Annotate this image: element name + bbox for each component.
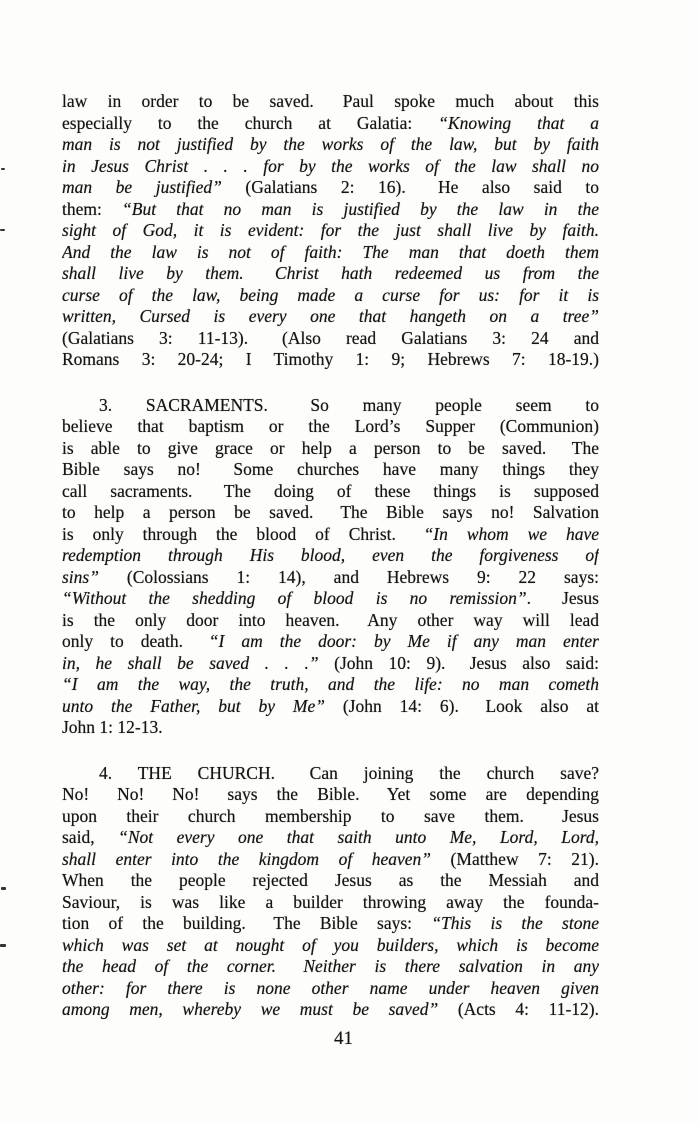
text-segment: 3. SACRAMENTS. So many people seem to [99, 394, 599, 415]
text-segment: call sacraments. The doing of these things is supposed [62, 480, 599, 501]
italic-text-segment: redemption through His blood, even the forgiveness of [62, 545, 599, 565]
italic-text-segment: “This is the stone [431, 913, 599, 933]
text-line [62, 588, 599, 610]
text-segment: to help a person be saved. The Bible says no! Salvation [62, 502, 599, 522]
text-segment: John 1: 12-13. [62, 717, 163, 737]
italic-text-segment: among men, whereby we must be saved” [62, 999, 439, 1019]
text-segment: believe that baptism or the Lord’s Supper (Communion) [62, 416, 599, 436]
text-segment: is the only door into heaven. Any other way will lead [62, 609, 599, 630]
paragraph [62, 763, 599, 1021]
text-line [62, 892, 599, 914]
text-segment: (Matthew 7: 21). [431, 848, 599, 869]
text-line [62, 328, 599, 350]
italic-text-segment: in, he shall be saved . . .” [62, 652, 319, 673]
italic-text-segment: unto the Father, but by Me” [62, 695, 325, 716]
italic-text-segment: “In whom we have [423, 523, 599, 544]
text-line [62, 999, 599, 1021]
text-line [62, 349, 599, 371]
text-segment: tion of the building. The Bible says: [62, 913, 432, 933]
text-line [62, 567, 599, 589]
text-line [62, 459, 599, 481]
text-segment: No! No! No! says the Bible. Yet some are depending [62, 784, 599, 804]
italic-text-segment: “But that no man is justified by the law in the [122, 198, 599, 219]
text-line [62, 134, 599, 156]
text-line [62, 653, 599, 675]
text-line [62, 285, 599, 307]
text-segment: 4. THE CHURCH. Can joining the church save? [99, 762, 599, 783]
text-line [62, 784, 599, 806]
page-number: 41 [334, 1028, 353, 1049]
text-line [62, 870, 599, 892]
italic-text-segment: sight of God, it is evident: for the just shall live by faith. [62, 220, 599, 240]
text-line [62, 91, 599, 113]
text-line [62, 502, 599, 524]
scan-artifact-mark [0, 229, 5, 231]
text-segment: . Jesus [526, 588, 599, 608]
paragraph [62, 91, 599, 371]
text-line [62, 263, 599, 285]
italic-text-segment: in Jesus Christ . . . for by the works of the law shall no [62, 155, 599, 176]
text-segment: (John 10: 9). Jesus also said: [318, 652, 599, 673]
text-line [62, 956, 599, 978]
italic-text-segment: And the law is not of faith: The man that doeth them [62, 241, 599, 262]
text-line [62, 220, 599, 242]
italic-text-segment: the head of the corner. Neither is there salvation in any [62, 956, 599, 976]
italic-text-segment: curse of the law, being made a curse for us: for it is [62, 284, 599, 305]
text-segment: When the people rejected Jesus as the Messiah and [62, 870, 599, 890]
text-line [62, 242, 599, 264]
italic-text-segment: written, Cursed is every one that hangeth on a tree” [62, 306, 599, 326]
italic-text-segment: which was set at nought of you builders, which is become [62, 934, 599, 955]
scan-artifact-mark [1, 887, 6, 890]
text-line [62, 306, 599, 328]
text-line [62, 610, 599, 632]
text-segment: (Acts 4: 11-12). [438, 999, 599, 1019]
text-segment: (John 14: 6). Look also at [324, 695, 599, 716]
text-line [62, 177, 599, 199]
text-segment: Saviour, is was like a builder throwing away the founda- [62, 891, 599, 912]
text-line [62, 631, 599, 653]
italic-text-segment: “Not every one that saith unto Me, Lord, Lord, [118, 827, 599, 847]
italic-text-segment: other: for there is none other name under heaven given [62, 977, 599, 998]
text-line [62, 717, 599, 739]
text-line [62, 827, 599, 849]
text-segment: (Colossians 1: 14), and Hebrews 9: 22 says: [98, 566, 599, 587]
text-line [62, 545, 599, 567]
scan-artifact-mark [0, 944, 6, 947]
text-line [62, 395, 599, 417]
text-segment: them: [62, 198, 123, 219]
page-text [62, 91, 599, 1021]
italic-text-segment: “Knowing that a [438, 112, 599, 133]
text-line [62, 156, 599, 178]
text-line [62, 524, 599, 546]
italic-text-segment: shall enter into the kingdom of heaven” [62, 848, 432, 869]
text-line [62, 199, 599, 221]
text-line [62, 806, 599, 828]
text-segment: is only through the blood of Christ. [62, 523, 424, 544]
text-segment: (Galatians 3: 11-13). (Also read Galatians 3: 24 and [62, 327, 599, 348]
text-segment: law in order to be saved. Paul spoke much about this [62, 91, 599, 111]
text-line [62, 849, 599, 871]
italic-text-segment: sins” [62, 566, 99, 587]
paragraph [62, 395, 599, 739]
text-segment: is able to give grace or help a person to be saved. The [62, 437, 599, 458]
text-segment: only to death. [62, 631, 209, 651]
text-line [62, 935, 599, 957]
text-line [62, 913, 599, 935]
text-line [62, 674, 599, 696]
italic-text-segment: man be justified” [62, 177, 222, 197]
italic-text-segment: “I am the door: by Me if any man enter [208, 631, 599, 651]
text-line [62, 696, 599, 718]
text-line [62, 481, 599, 503]
text-line [62, 763, 599, 785]
italic-text-segment: “Without the shedding of blood is no remission” [62, 588, 527, 608]
italic-text-segment: “I am the way, the truth, and the life: no man cometh [62, 674, 599, 694]
text-segment: especially to the church at Galatia: [62, 112, 439, 133]
scan-artifact-mark [1, 168, 5, 170]
text-line [62, 113, 599, 135]
text-segment: Bible says no! Some churches have many things they [62, 459, 599, 479]
text-segment: (Galatians 2: 16). He also said to [221, 177, 599, 197]
text-segment: said, [62, 827, 119, 847]
italic-text-segment: man is not justified by the works of the law, but by faith [62, 134, 599, 154]
text-line [62, 978, 599, 1000]
text-segment: upon their church membership to save them. Jesus [62, 805, 599, 826]
italic-text-segment: shall live by them. Christ hath redeemed us from the [62, 263, 599, 283]
text-line [62, 416, 599, 438]
text-segment: Romans 3: 20-24; I Timothy 1: 9; Hebrews 7: 18-19.) [62, 349, 599, 369]
text-line [62, 438, 599, 460]
